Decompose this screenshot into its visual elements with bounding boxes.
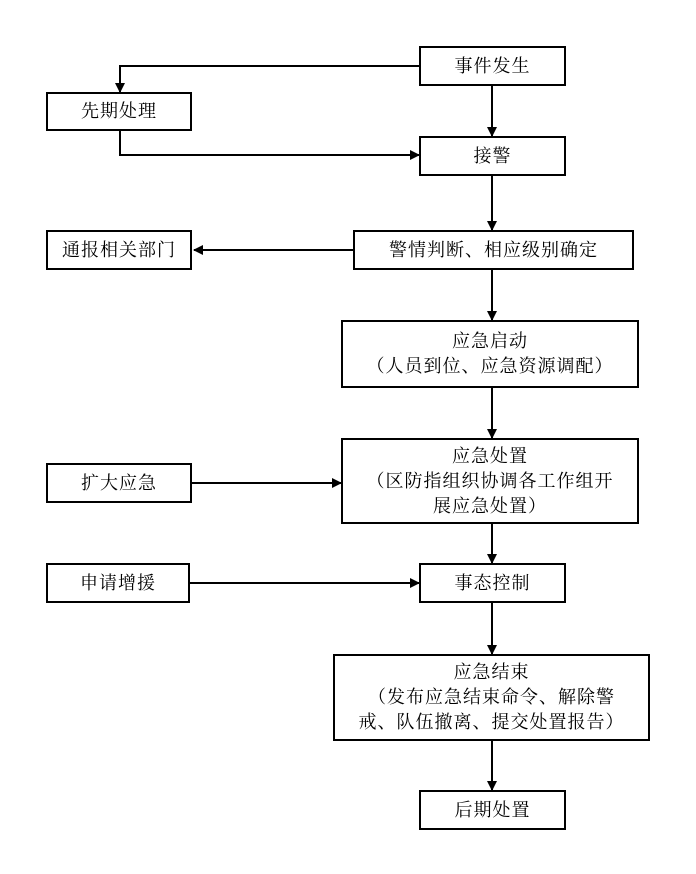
node-request-reinforcement-label: 申请增援 bbox=[80, 572, 156, 594]
node-receive-alarm-label: 接警 bbox=[473, 145, 512, 167]
node-emergency-activation-title: 应急启动 bbox=[452, 331, 528, 352]
node-assess-level-label: 警情判断、相应级别确定 bbox=[389, 239, 598, 261]
node-emergency-response-title: 应急处置 bbox=[452, 445, 528, 467]
node-emergency-end bbox=[333, 654, 650, 741]
node-expand-emergency bbox=[46, 463, 192, 503]
node-emergency-response-detail-1: （区防指组织协调各工作组开 bbox=[366, 470, 614, 492]
node-aftermath bbox=[419, 790, 566, 830]
node-emergency-end-detail-2: 戒、队伍撤离、提交处置报告） bbox=[358, 712, 625, 733]
node-emergency-end-title: 应急结束 bbox=[453, 662, 530, 683]
arrow-initial-to-receive bbox=[120, 131, 419, 155]
node-assess-level bbox=[353, 230, 634, 270]
node-situation-control-label: 事态控制 bbox=[454, 572, 531, 594]
node-emergency-response-detail-2: 展应急处置） bbox=[433, 495, 547, 517]
node-event bbox=[419, 46, 566, 86]
node-event-label: 事件发生 bbox=[454, 55, 531, 77]
node-emergency-activation-detail: （人员到位、应急资源调配） bbox=[366, 356, 614, 377]
node-situation-control bbox=[419, 563, 566, 603]
node-receive-alarm bbox=[419, 136, 566, 176]
node-expand-emergency-label: 扩大应急 bbox=[81, 472, 157, 494]
node-initial-handling bbox=[46, 92, 192, 131]
node-initial-handling-label: 先期处理 bbox=[81, 101, 157, 122]
node-notify-departments bbox=[46, 230, 192, 270]
node-request-reinforcement bbox=[46, 563, 190, 603]
node-aftermath-label: 后期处置 bbox=[454, 799, 531, 821]
arrow-event-to-initial bbox=[120, 66, 419, 92]
node-notify-departments-label: 通报相关部门 bbox=[62, 239, 176, 261]
node-emergency-end-detail-1: （发布应急结束命令、解除警 bbox=[368, 687, 615, 708]
node-emergency-activation bbox=[341, 320, 639, 388]
node-emergency-response bbox=[341, 438, 639, 524]
